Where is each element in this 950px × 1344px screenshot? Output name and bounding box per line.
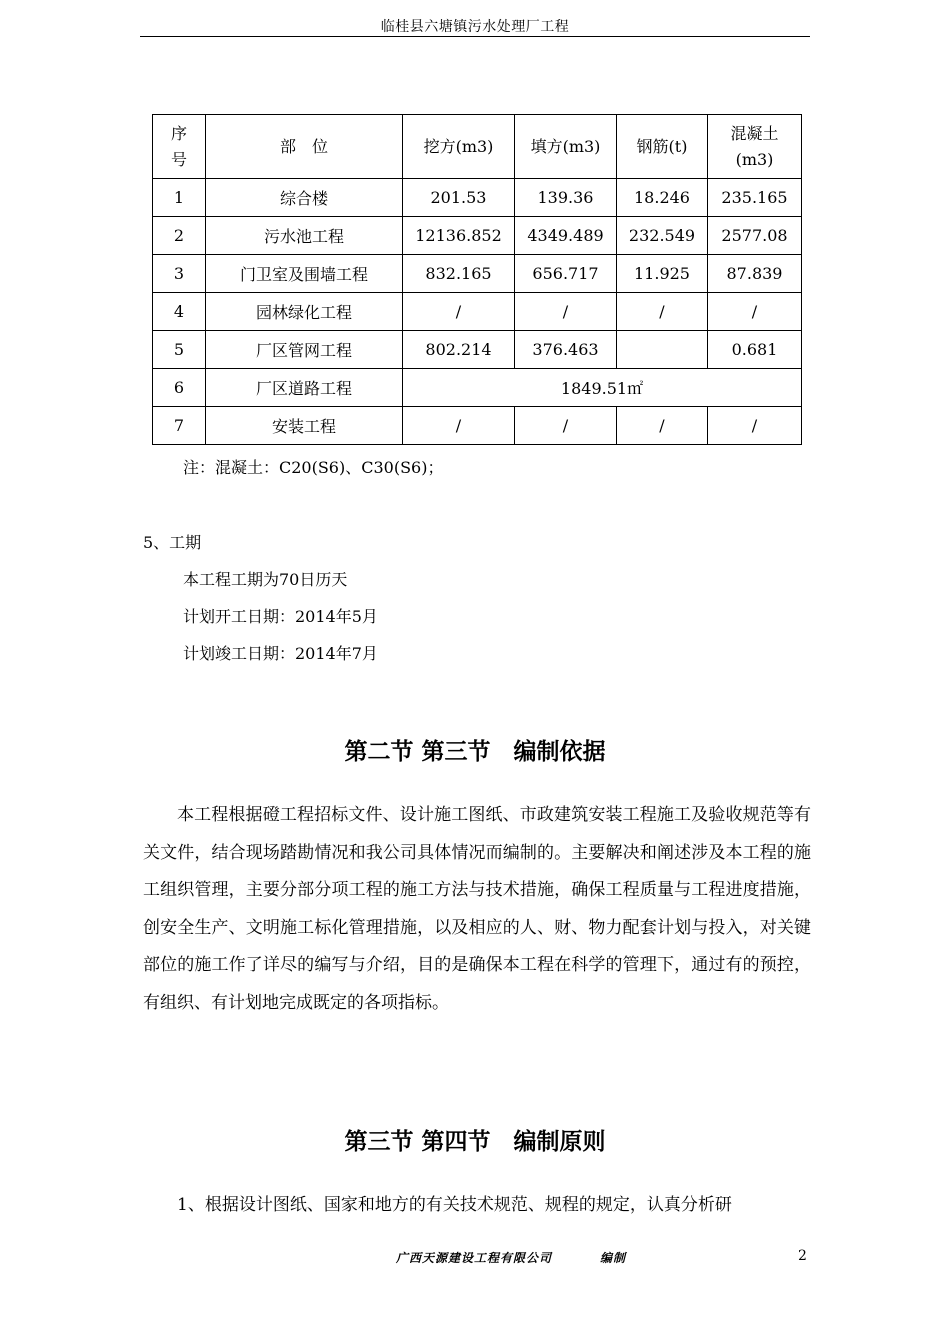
table-note: 注：混凝土：C20(S6)、C30(S6)； [183, 458, 444, 477]
header-rule [140, 36, 810, 37]
table-row [153, 331, 802, 369]
schedule-end-date: 计划竣工日期：2014年7月 [183, 644, 378, 663]
table-cell: 87.839 [708, 255, 802, 293]
header-concrete-line2: (m3) [735, 149, 774, 169]
table-cell: 5 [153, 331, 206, 369]
table-cell: 0.681 [708, 331, 802, 369]
header-seq [153, 115, 206, 179]
header-part: 部 位 [206, 115, 403, 179]
header-concrete [708, 115, 802, 179]
table-cell-merged: 1849.51㎡ [403, 369, 802, 407]
table-row [153, 293, 802, 331]
table-cell: 18.246 [617, 179, 708, 217]
table-cell: 2577.08 [708, 217, 802, 255]
table-cell: 1 [153, 179, 206, 217]
page-header-title: 临桂县六塘镇污水处理厂工程 [380, 19, 570, 35]
header-concrete-line1: 混凝土 [730, 123, 779, 143]
header-rebar: 钢筋(t) [617, 115, 708, 179]
table-cell [617, 331, 708, 369]
table-cell: 厂区道路工程 [206, 369, 403, 407]
header-excavation: 挖方(m3) [403, 115, 515, 179]
table-cell: 7 [153, 407, 206, 445]
page-number: 2 [798, 1248, 807, 1264]
section-body-basis: 本工程根据磴工程招标文件、设计施工图纸、市政建筑安装工程施工及验收规范等有关文件，结合现场踏勘情况和我公司具体情况而编制的。主要解决和阐述涉及本工程的施工组织管理，主要分部分项工程的施工方法与技术措施，确保工程质量与工程进度措施，创安全生产、文明施工标化管理措施，以及相应的人、财、物力配套计划与投入，对关键部位的施工作了详尽的编写与介绍，目的是确保本工程在科学的管理下，通过有的预控，有组织、有计划地完成既定的各项指标。 [143, 805, 811, 1013]
table-cell: 376.463 [515, 331, 617, 369]
table-cell: / [617, 407, 708, 445]
quantity-table [152, 114, 802, 445]
table-cell: / [708, 407, 802, 445]
table-cell: / [515, 407, 617, 445]
table-cell: 12136.852 [403, 217, 515, 255]
table-cell: 2 [153, 217, 206, 255]
table-cell: 污水池工程 [206, 217, 403, 255]
table-cell: 232.549 [617, 217, 708, 255]
table-cell: 4349.489 [515, 217, 617, 255]
section-heading-principles: 第三节 第四节 编制原则 [344, 1129, 606, 1155]
section-heading-basis: 第二节 第三节 编制依据 [344, 739, 606, 765]
table-row [153, 255, 802, 293]
table-row [153, 179, 802, 217]
footer-edit-label: 编制 [600, 1251, 627, 1265]
header-fill: 填方(m3) [515, 115, 617, 179]
table-cell: / [617, 293, 708, 331]
table-cell: 6 [153, 369, 206, 407]
table-cell: 园林绿化工程 [206, 293, 403, 331]
table-cell: 201.53 [403, 179, 515, 217]
table-cell: / [403, 407, 515, 445]
table-row [153, 369, 802, 407]
table-cell: / [515, 293, 617, 331]
schedule-duration: 本工程工期为70日历天 [183, 570, 348, 589]
table-cell: 厂区管网工程 [206, 331, 403, 369]
table-cell: 139.36 [515, 179, 617, 217]
schedule-title: 5、工期 [143, 533, 202, 552]
table-cell: 802.214 [403, 331, 515, 369]
table-cell: 235.165 [708, 179, 802, 217]
table-row [153, 217, 802, 255]
table-cell: 综合楼 [206, 179, 403, 217]
table-cell: 832.165 [403, 255, 515, 293]
footer-company: 广西天源建设工程有限公司 [396, 1251, 553, 1265]
table-cell: 656.717 [515, 255, 617, 293]
table-cell: 安装工程 [206, 407, 403, 445]
table-cell: / [708, 293, 802, 331]
section-body-principles: 1、根据设计图纸、国家和地方的有关技术规范、规程的规定，认真分析研 [177, 1195, 732, 1215]
table-cell: 11.925 [617, 255, 708, 293]
schedule-start-date: 计划开工日期：2014年5月 [183, 607, 378, 626]
header-seq-line2: 号 [170, 149, 187, 169]
header-seq-line1: 序 [170, 123, 187, 143]
table-cell: / [403, 293, 515, 331]
table-cell: 4 [153, 293, 206, 331]
table-cell: 3 [153, 255, 206, 293]
table-header-row [153, 115, 802, 179]
table-cell: 门卫室及围墙工程 [206, 255, 403, 293]
table-row [153, 407, 802, 445]
